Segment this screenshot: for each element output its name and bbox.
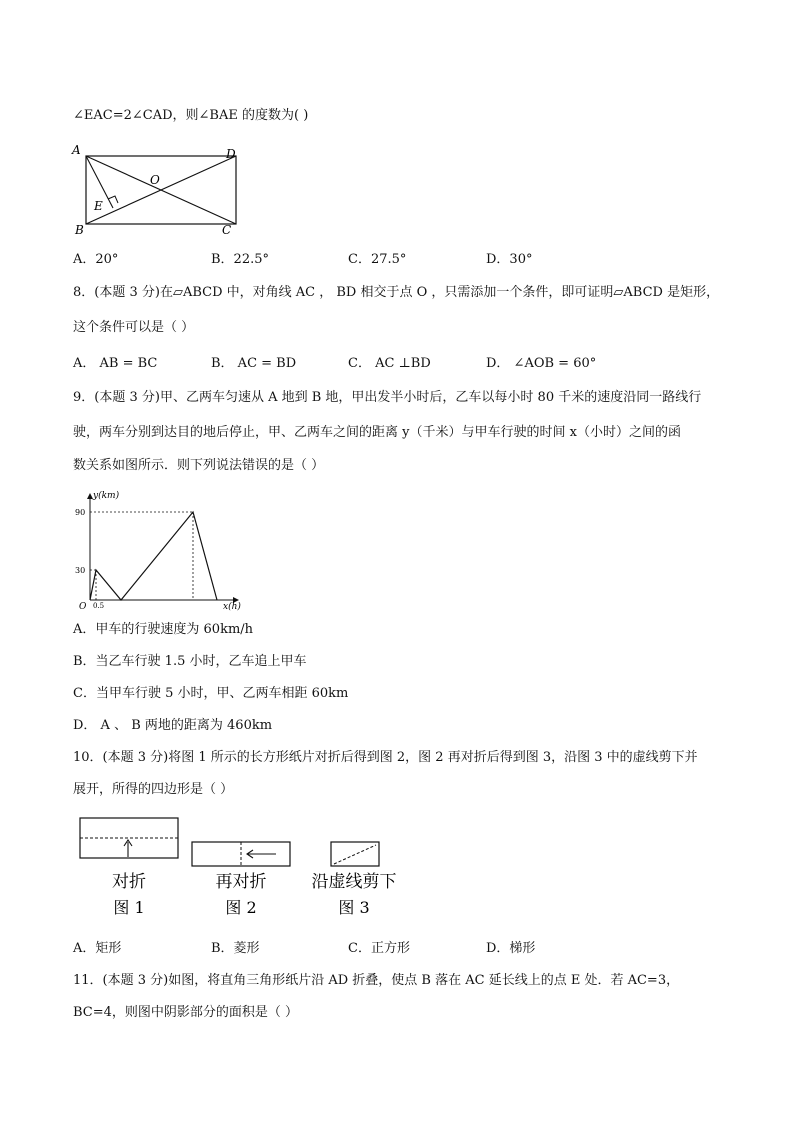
y-axis-label: y(km) [93,491,120,501]
label-a: A [72,143,81,157]
fig2-caption: 再对折 [215,872,267,892]
label-c: C [222,223,232,237]
q10-paper-fold-figures [70,812,420,924]
q10-line-1: 10．(本题 3 分)将图 1 所示的长方形纸片对折后得到图 2，图 2 再对折后得到图 3，沿图 3 中的虚线剪下并 [73,750,698,765]
q7-option-a: A．20° [73,252,119,267]
x-axis-label: x(h) [223,602,241,612]
q9-distance-time-graph [70,488,250,613]
q10-option-b: B．菱形 [211,941,260,956]
label-e: E [94,199,103,213]
q7-rectangle-figure [70,140,250,240]
q7-stem: ∠EAC=2∠CAD，则∠BAE 的度数为( ) [73,108,309,123]
fig1-caption: 对折 [112,872,146,892]
tick-30: 30 [75,566,86,575]
q9-line-1: 9．(本题 3 分)甲、乙两车匀速从 A 地到 B 地，甲出发半小时后，乙车以每小时 80 千米的速度沿同一路线行 [73,390,702,405]
label-b: B [75,223,84,237]
q11-line-2: BC=4，则图中阴影部分的面积是（ ） [73,1005,299,1020]
q10-line-2: 展开，所得的四边形是（ ） [73,782,234,797]
tick-90: 90 [75,508,86,517]
q9-option-a: A．甲车的行驶速度为 60km/h [73,622,254,637]
q8-option-b: B． AC = BD [211,356,297,371]
q8-option-a: A． AB = BC [73,356,158,371]
q8-line-2: 这个条件可以是（ ） [73,320,195,335]
fig1-label: 图 1 [113,898,145,917]
q7-option-d: D．30° [486,252,533,267]
q7-option-c: C．27.5° [348,252,407,267]
q7-option-b: B．22.5° [211,252,269,267]
tick-0-5: 0.5 [93,602,105,610]
origin-label: O [79,602,87,612]
label-d: D [226,147,236,161]
q9-line-3: 数关系如图所示．则下列说法错误的是（ ） [73,458,325,473]
fig2-label: 图 2 [225,898,257,917]
label-o: O [150,173,160,187]
q9-line-2: 驶，两车分别到达目的地后停止，甲、乙两车之间的距离 y（千米）与甲车行驶的时间 x（小时）之间的函 [73,425,681,440]
q9-option-b: B．当乙车行驶 1.5 小时，乙车追上甲车 [73,654,307,669]
q10-option-d: D．梯形 [486,941,536,956]
q8-option-d: D． ∠AOB = 60° [486,356,597,371]
fig3-caption: 沿虚线剪下 [311,872,397,892]
q10-option-c: C．正方形 [348,941,410,956]
q9-option-d: D． A 、 B 两地的距离为 460km [73,718,273,733]
q10-option-a: A．矩形 [73,941,122,956]
fig3-label: 图 3 [338,898,370,917]
q9-option-c: C．当甲车行驶 5 小时，甲、乙两车相距 60km [73,686,349,701]
q8-line-1: 8．(本题 3 分)在▱ABCD 中，对角线 AC ， BD 相交于点 O ，只需添加一个条件，即可证明▱ABCD 是矩形， [73,285,720,300]
q8-option-c: C． AC ⊥BD [348,356,431,371]
q11-line-1: 11．(本题 3 分)如图，将直角三角形纸片沿 AD 折叠，使点 B 落在 AC 延长线上的点 E 处．若 AC=3， [73,973,680,988]
